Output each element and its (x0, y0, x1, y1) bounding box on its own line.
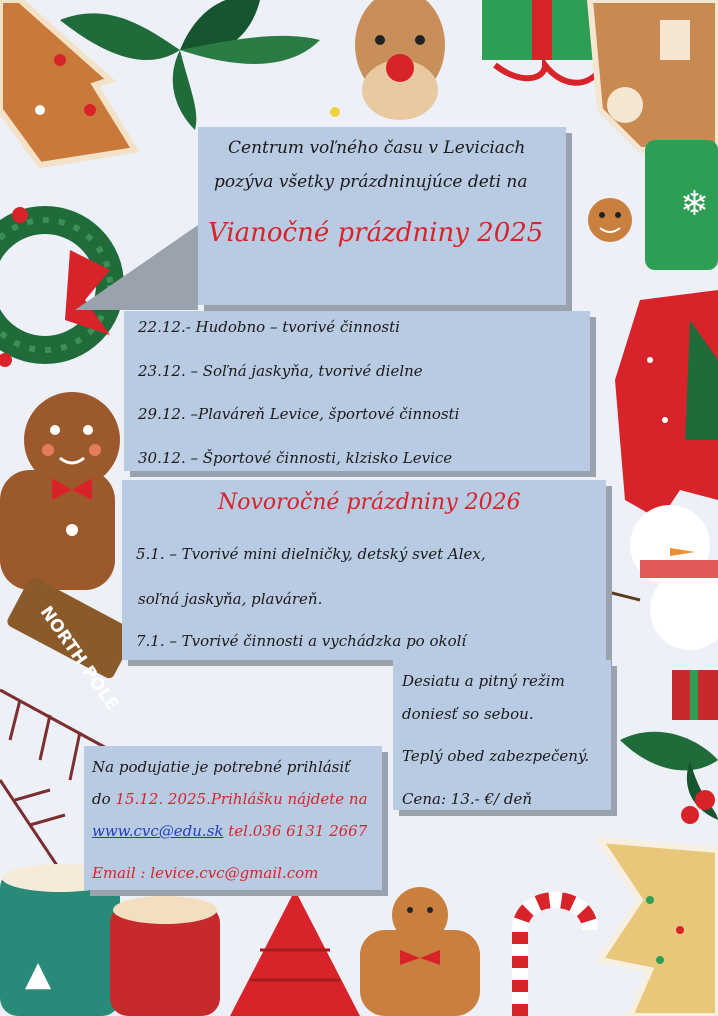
registration-contacts (92, 822, 367, 840)
gingerbread-man-bottom-icon (360, 887, 480, 1016)
newyear-title: Novoročné prázdniny 2026 (218, 490, 521, 515)
svg-text:❄: ❄ (680, 184, 709, 224)
christmas-holidays-title: Vianočné prázdniny 2025 (208, 218, 544, 248)
info-lunch-line: Teplý obed zabezpečený. (402, 747, 590, 765)
small-gingerbread-icon (588, 198, 632, 242)
red-gift-icon (672, 670, 718, 720)
website-link[interactable]: www.cvc@edu.sk (92, 822, 224, 840)
price-text: Cena: 13.- €/ deň (402, 790, 532, 808)
svg-text:▲: ▲ (25, 954, 52, 994)
schedule-item: 30.12. – Športové činnosti, klzisko Levice (138, 449, 453, 467)
phone-text: tel.036 6131 2667 (228, 822, 368, 840)
info-bring-line: doniesť so sebou. (402, 705, 534, 723)
schedule-item: 22.12.- Hudobno – tvorivé činnosti (138, 318, 400, 336)
panel-connector (75, 225, 198, 310)
candy-cane-icon (520, 900, 590, 1016)
gingerbread-house-icon (590, 0, 718, 150)
schedule-item: 29.12. –Plaváreň Levice, športové činnosti (138, 405, 460, 423)
red-tree-icon (230, 890, 360, 1016)
intro-line-1: Centrum voľného času v Leviciach (228, 138, 526, 158)
newyear-item: 5.1. – Tvorivé mini dielničky, detský svet Alex, (136, 545, 486, 563)
newyear-item: soľná jaskyňa, plaváreň. (138, 590, 323, 608)
north-pole-sign-text: NORTH POLE (35, 602, 123, 715)
info-snack-line: Desiatu a pitný režim (402, 672, 565, 690)
intro-line-2: pozýva všetky prázdninujúce deti na (214, 172, 528, 192)
schedule-item: 23.12. – Soľná jaskyňa, tvorivé dielne (138, 362, 423, 380)
registration-deadline: 15.12. 2025.Prihlášku nájdete na (115, 790, 368, 808)
holly-berries-icon (620, 732, 718, 824)
registration-line-2 (92, 790, 368, 808)
registration-prefix: do (92, 790, 111, 808)
gingerbread-man-icon (0, 392, 120, 590)
gift-box-icon (482, 0, 602, 83)
reindeer-icon (330, 0, 445, 120)
registration-line-1: Na podujatie je potrebné prihlásiť (92, 758, 351, 776)
tree-cookie-icon (600, 840, 718, 1016)
christmas-sweater-icon (615, 290, 718, 520)
snowman-icon (600, 505, 718, 650)
newyear-item: 7.1. – Tvorivé činnosti a vychádzka po okolí (136, 632, 467, 650)
email-text: Email : levice.cvc@gmail.com (92, 864, 319, 882)
green-mug-icon (645, 140, 718, 270)
